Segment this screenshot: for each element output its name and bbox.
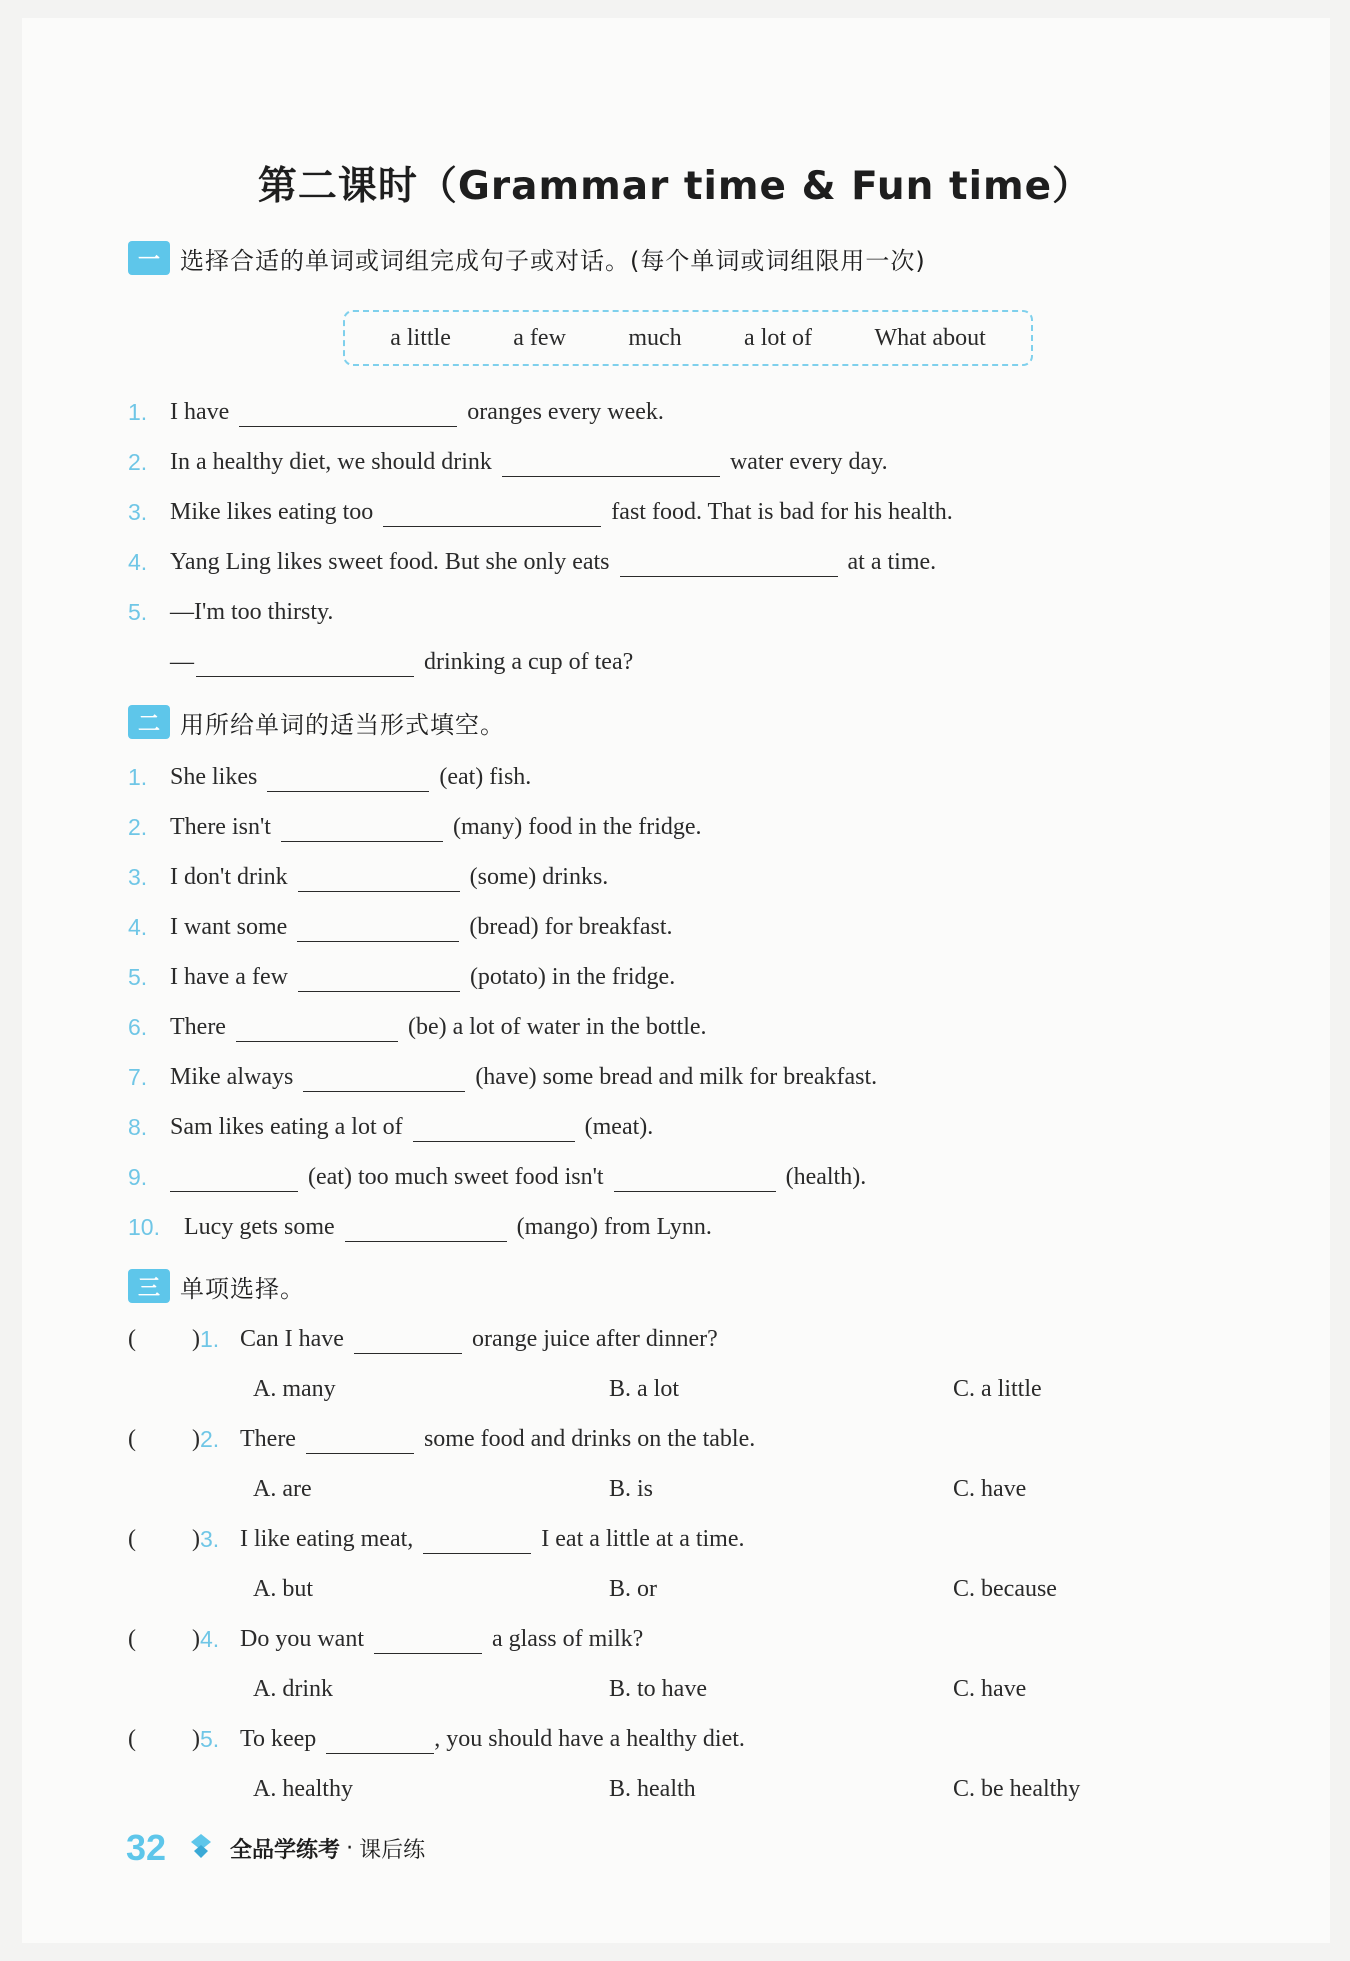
s2-question-2 — [128, 812, 702, 842]
answer-paren-open: ( — [128, 1426, 136, 1452]
answer-paren-close: ) — [192, 1526, 200, 1552]
word-bank-item: a little — [390, 324, 451, 351]
answer-blank — [354, 1331, 462, 1354]
answer-blank[interactable] — [297, 919, 459, 942]
question-number: 3. — [128, 499, 148, 525]
question-number: 4. — [200, 1626, 220, 1652]
footer-separator: · — [346, 1835, 354, 1861]
mc-question-2 — [128, 1424, 755, 1454]
question-number: 5. — [200, 1726, 220, 1752]
option-b[interactable]: B. is — [609, 1476, 654, 1502]
page-title: 第二课时（Grammar time & Fun time） — [257, 164, 1093, 209]
question-text: Yang Ling likes sweet food. But she only eats — [170, 549, 610, 575]
question-text: Lucy gets some — [184, 1214, 335, 1240]
s2-question-10 — [128, 1212, 712, 1242]
question-number: 1. — [128, 764, 148, 790]
answer-blank — [374, 1631, 482, 1654]
s2-question-1 — [128, 762, 531, 792]
answer-blank[interactable] — [298, 969, 460, 992]
word-bank-item: a few — [513, 324, 566, 351]
section-3-badge: 三 — [128, 1269, 170, 1303]
question-text: I want some — [170, 914, 288, 940]
word-bank-item: a lot of — [744, 324, 813, 351]
answer-paren-open: ( — [128, 1326, 136, 1352]
answer-blank[interactable] — [413, 1119, 575, 1142]
answer-blank — [326, 1731, 434, 1754]
question-text: some food and drinks on the table. — [423, 1426, 756, 1452]
option-c[interactable]: C. have — [953, 1476, 1027, 1502]
answer-blank[interactable] — [620, 554, 838, 577]
answer-blank[interactable] — [298, 869, 460, 892]
option-c[interactable]: C. be healthy — [953, 1776, 1081, 1802]
question-text: She likes — [170, 764, 258, 790]
question-text: a glass of milk? — [491, 1626, 644, 1652]
answer-blank[interactable] — [345, 1219, 507, 1242]
answer-blank — [423, 1531, 531, 1554]
question-text: I have a few — [170, 964, 288, 990]
answer-blank[interactable] — [383, 504, 601, 527]
answer-paren-open: ( — [128, 1726, 136, 1752]
question-text: I eat a little at a time. — [541, 1526, 745, 1552]
s2-question-8 — [128, 1112, 653, 1142]
question-number: 1. — [200, 1326, 220, 1352]
question-text: oranges every week. — [467, 399, 664, 425]
s1-question-1 — [128, 397, 664, 427]
question-text: In a healthy diet, we should drink — [170, 449, 492, 475]
question-text: (potato) in the fridge. — [469, 964, 676, 990]
question-text: at a time. — [847, 549, 937, 575]
question-text: I have — [170, 399, 230, 425]
answer-blank[interactable] — [196, 654, 414, 677]
s1-question-5-reply — [170, 647, 633, 677]
question-text: I like eating meat, — [240, 1526, 414, 1552]
word-bank — [343, 310, 1033, 366]
answer-paren-close: ) — [192, 1326, 200, 1352]
mc-question-5 — [128, 1724, 745, 1754]
section-2-instruction: 用所给单词的适当形式填空。 — [180, 710, 505, 739]
question-text: Can I have — [240, 1326, 344, 1352]
page-footer — [126, 1823, 425, 1873]
option-b[interactable]: B. health — [609, 1776, 696, 1802]
section-1-instruction: 选择合适的单词或词组完成句子或对话。(每个单词或词组限用一次) — [180, 246, 926, 275]
s2-question-7 — [128, 1062, 877, 1092]
question-number: 4. — [128, 549, 148, 575]
question-number: 2. — [200, 1426, 220, 1452]
option-c[interactable]: C. a little — [953, 1376, 1042, 1402]
question-text: (many) food in the fridge. — [452, 814, 702, 840]
word-bank-item: What about — [874, 324, 986, 351]
question-text: To keep — [240, 1726, 317, 1752]
question-number: 7. — [128, 1064, 148, 1090]
question-text: (eat) too much sweet food isn't — [308, 1164, 604, 1190]
mc-question-3 — [128, 1524, 745, 1554]
word-bank-item: much — [628, 324, 682, 351]
answer-blank[interactable] — [281, 819, 443, 842]
question-text: (bread) for breakfast. — [469, 914, 673, 940]
option-a[interactable]: A. but — [253, 1576, 313, 1602]
question-text: orange juice after dinner? — [471, 1326, 718, 1352]
section-2-header — [128, 702, 505, 742]
question-number: 3. — [200, 1526, 220, 1552]
question-text: water every day. — [729, 449, 888, 475]
question-text: (eat) fish. — [439, 764, 532, 790]
option-b[interactable]: B. to have — [609, 1676, 707, 1702]
question-text: (have) some bread and milk for breakfast. — [475, 1064, 878, 1090]
question-text: —I'm too thirsty. — [170, 599, 334, 625]
question-number: 8. — [128, 1114, 148, 1140]
question-text: Mike always — [170, 1064, 294, 1090]
dialogue-dash: — — [170, 649, 194, 675]
mc-question-4 — [128, 1624, 643, 1654]
question-text: (be) a lot of water in the bottle. — [407, 1014, 707, 1040]
section-3-instruction: 单项选择。 — [180, 1274, 305, 1303]
question-number: 5. — [128, 964, 148, 990]
answer-blank — [306, 1431, 414, 1454]
s1-question-4 — [128, 547, 936, 577]
page-number: 32 — [126, 1827, 167, 1868]
question-text: I don't drink — [170, 864, 288, 890]
question-text: Do you want — [240, 1626, 364, 1652]
question-text: There — [240, 1426, 296, 1452]
option-a[interactable]: A. many — [253, 1376, 336, 1402]
s2-question-6 — [128, 1012, 707, 1042]
section-3-header — [128, 1266, 305, 1306]
answer-blank[interactable] — [614, 1169, 776, 1192]
answer-paren-close: ) — [192, 1426, 200, 1452]
answer-blank[interactable] — [236, 1019, 398, 1042]
option-b[interactable]: B. or — [609, 1576, 657, 1602]
answer-blank[interactable] — [303, 1069, 465, 1092]
s2-question-4 — [128, 912, 673, 942]
footer-subtitle: 课后练 — [359, 1837, 426, 1863]
option-a[interactable]: A. are — [253, 1476, 312, 1502]
question-number: 1. — [128, 399, 148, 425]
s1-question-2 — [128, 447, 888, 477]
question-number: 4. — [128, 914, 148, 940]
answer-blank[interactable] — [239, 404, 457, 427]
question-text: Mike likes eating too — [170, 499, 374, 525]
question-text: (mango) from Lynn. — [516, 1214, 712, 1240]
question-number: 3. — [128, 864, 148, 890]
question-text: (meat). — [584, 1114, 654, 1140]
question-number: 5. — [128, 599, 148, 625]
section-1-header — [128, 238, 926, 278]
brand-name: 全品学练考 — [230, 1837, 341, 1863]
s2-question-9 — [128, 1162, 866, 1192]
answer-blank[interactable] — [267, 769, 429, 792]
question-text: drinking a cup of tea? — [424, 649, 634, 675]
option-a[interactable]: A. healthy — [253, 1776, 353, 1802]
question-number: 10. — [128, 1214, 160, 1240]
answer-blank[interactable] — [502, 454, 720, 477]
question-number: 9. — [128, 1164, 148, 1190]
question-text: Sam likes eating a lot of — [170, 1114, 403, 1140]
section-2-badge: 二 — [128, 705, 170, 739]
question-text: There — [170, 1014, 226, 1040]
answer-blank[interactable] — [170, 1169, 298, 1192]
option-b[interactable]: B. a lot — [609, 1376, 679, 1402]
option-a[interactable]: A. drink — [253, 1676, 333, 1702]
answer-paren-close: ) — [192, 1726, 200, 1752]
answer-paren-open: ( — [128, 1526, 136, 1552]
s2-question-3 — [128, 862, 608, 892]
mc-question-1 — [128, 1324, 718, 1354]
option-c[interactable]: C. have — [953, 1676, 1027, 1702]
section-1-badge: 一 — [128, 241, 170, 275]
s2-question-5 — [128, 962, 675, 992]
question-text: (health). — [785, 1164, 867, 1190]
question-number: 6. — [128, 1014, 148, 1040]
answer-paren-close: ) — [192, 1626, 200, 1652]
question-text: fast food. That is bad for his health. — [611, 499, 953, 525]
answer-paren-open: ( — [128, 1626, 136, 1652]
question-number: 2. — [128, 814, 148, 840]
question-text: There isn't — [170, 814, 271, 840]
s1-question-3 — [128, 497, 953, 527]
option-c[interactable]: C. because — [953, 1576, 1057, 1602]
question-text: (some) drinks. — [469, 864, 609, 890]
brand-diamond-icon — [190, 1833, 212, 1864]
question-text: , you should have a healthy diet. — [434, 1726, 745, 1752]
s1-question-5 — [128, 597, 333, 627]
question-number: 2. — [128, 449, 148, 475]
